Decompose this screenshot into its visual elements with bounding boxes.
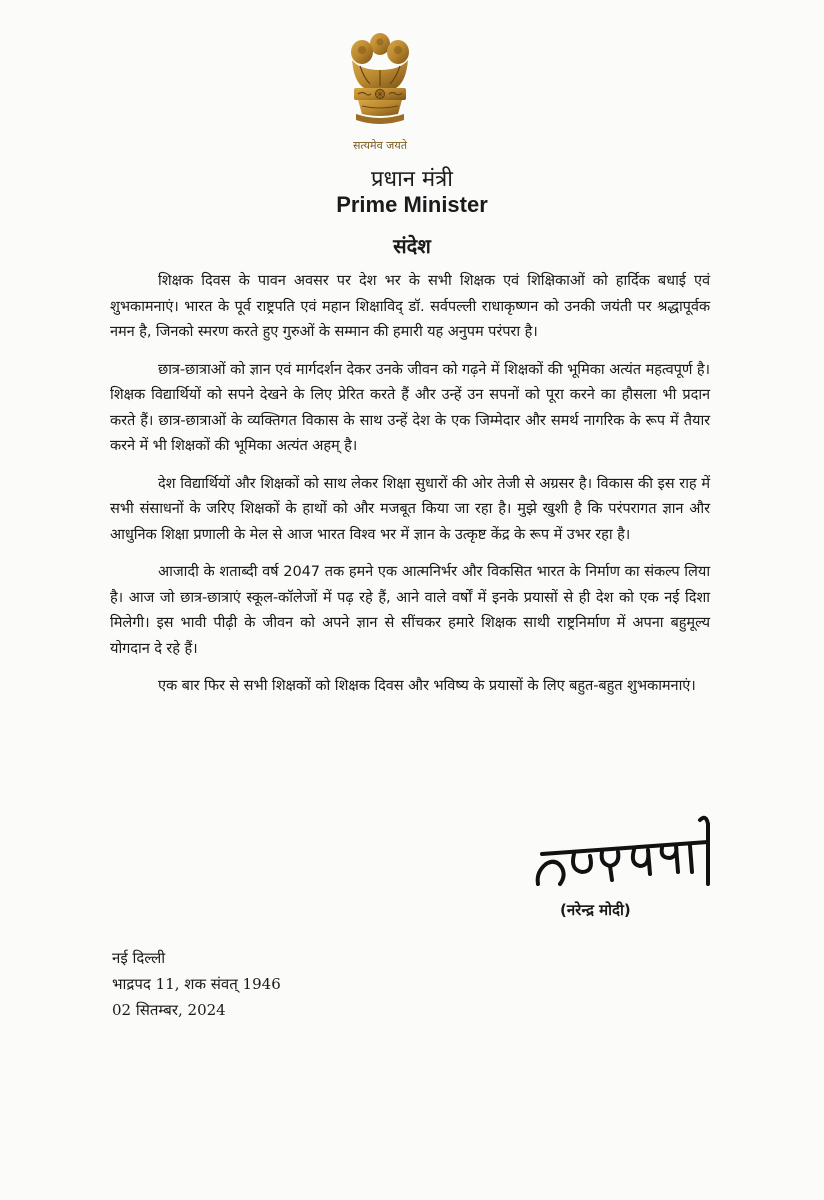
place: नई दिल्ली xyxy=(112,949,166,967)
handwritten-signature xyxy=(530,812,720,902)
paragraph-1: शिक्षक दिवस के पावन अवसर पर देश भर के सभी शिक्षक एवं शिक्षिकाओं को हार्दिक बधाई एवं शुभकामनाएं। भारत के पूर्व राष्ट्रपति एवं महान शिक्षाविद् डॉ. सर्वपल्ली राधाकृष्णन को उनकी जयंती पर श्रद्धापूर्वक नमन है, जिनको स्मरण करते हुए गुरुओं के सम्मान की हमारी यह अनुपम परंपरा है। xyxy=(110,272,710,340)
letter-heading: संदेश xyxy=(393,234,431,258)
office-title-english: Prime Minister xyxy=(336,192,488,217)
emblem-motto: सत्यमेव जयते xyxy=(352,139,407,152)
paragraph-3: देश विद्यार्थियों और शिक्षकों को साथ लेकर शिक्षा सुधारों की ओर तेजी से अग्रसर है। विकास की इस राह में सभी संसाधनों के जरिए शिक्षकों के हाथों को और मजबूत किया जा रहा है। मुझे खुशी है कि परंपरागत ज्ञान और आधुनिक शिक्षा प्रणाली के मेल से आज भारत विश्व भर में ज्ञान के उत्कृष्ट केंद्र के रूप में उभर रहा है। xyxy=(110,474,710,543)
paragraph-4: आजादी के शताब्दी वर्ष 2047 तक हमने एक आत्मनिर्भर और विकसित भारत के निर्माण का संकल्प लिया है। आज जो छात्र-छात्राएं स्कूल-कॉलेजों में पढ़ रहे हैं, आने वाले वर्षों में इनके प्रयासों से ही देश को एक नई दिशा मिलेगी। इस भावी पीढ़ी के जीवन को अपने ज्ञान से सींचकर हमारे शिक्षक साथी राष्ट्रनिर्माण में अपना बहुमूल्य योगदान दे रहे हैं। xyxy=(110,563,710,657)
place-and-date xyxy=(112,945,281,1023)
signatory-name: (नरेन्द्र मोदी) xyxy=(560,901,631,919)
date-gregorian: 02 सितम्बर, 2024 xyxy=(112,1001,226,1019)
paragraph-2: छात्र-छात्राओं को ज्ञान एवं मार्गदर्शन देकर उनके जीवन को गढ़ने में शिक्षकों की भूमिका अत्यंत महत्वपूर्ण है। शिक्षक विद्यार्थियों को सपने देखने के लिए प्रेरित करते हैं और उन्हें उन सपनों को पूरा करने का हौसला भी प्रदान करते हैं। छात्र-छात्राओं के व्यक्तिगत विकास के साथ उन्हें देश के एक जिम्मेदार और समर्थ नागरिक के रूप में तैयार करने में भी शिक्षकों की भूमिका अत्यंत अहम् है। xyxy=(110,360,710,454)
paragraph-5: एक बार फिर से सभी शिक्षकों को शिक्षक दिवस और भविष्य के प्रयासों के लिए बहुत-बहुत शुभकामनाएं। xyxy=(158,677,696,694)
national-emblem-icon xyxy=(340,30,420,140)
office-title-hindi: प्रधान मंत्री xyxy=(371,167,453,192)
letter-body xyxy=(110,268,710,711)
date-saka: भाद्रपद 11, शक संवत् 1946 xyxy=(112,975,281,993)
